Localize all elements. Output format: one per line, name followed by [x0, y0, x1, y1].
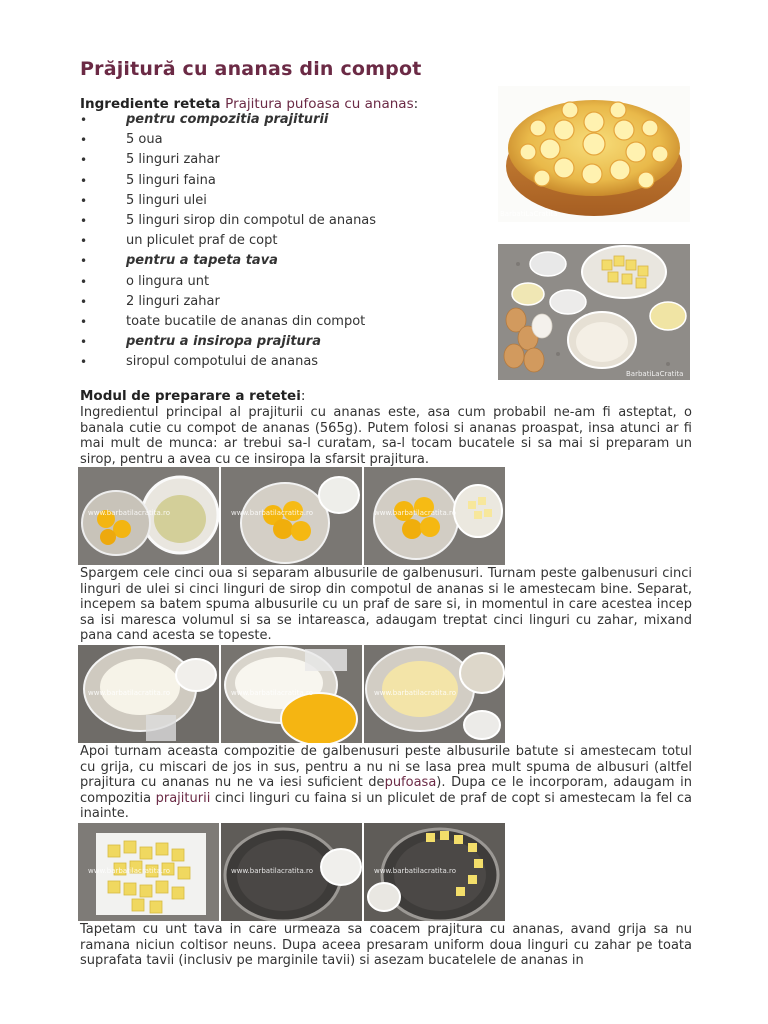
step-photo-9 — [364, 823, 505, 921]
bullet-icon: • — [80, 213, 88, 228]
ingredient-text: 2 linguri zahar — [126, 293, 220, 309]
ingredient-text: un pliculet praf de copt — [126, 233, 278, 249]
step-photo-6 — [364, 645, 505, 743]
ingredients-watermark: BarbatiLaCratita — [626, 370, 684, 378]
bullet-icon: • — [80, 133, 88, 148]
method-heading — [80, 388, 305, 404]
step-photo-8 — [221, 823, 362, 921]
method-paragraph-1: Ingredientul principal al prajiturii cu ananas este, asa cum probabil ne-am fi asteptat, o banala cutie cu compot de ananas (565g). Putem folosi si ananas proaspat, insa atunci ar fi mai mult de munca: ar trebui sa-l curatam, sa-l tocam bucatele si sa mai si preparam un sirop, pentru a avea cu ce insiropa la sfarsit prajitura. — [80, 405, 692, 467]
bullet-icon: • — [80, 335, 88, 350]
ingredients-heading-colon: : — [413, 96, 419, 112]
photo-strip-3 — [78, 823, 506, 921]
bullet-icon: • — [80, 193, 88, 208]
step-photo-4 — [78, 645, 219, 743]
method-paragraph-4: Tapetam cu unt tava in care urmeaza sa coacem prajitura cu ananas, avand grija sa nu ramana niciun coltisor neuns. Dupa aceea presaram uniform doua linguri cu zahar pe toata suprafata tavii (inclusiv pe marginile tavii) si asezam bucatelele de ananas in — [80, 922, 692, 969]
step-photo-2-watermark: www.barbatilacratita.ro — [231, 509, 313, 517]
bullet-icon: • — [80, 254, 88, 269]
page-title: Prăjitură cu ananas din compot — [80, 58, 422, 80]
bullet-icon: • — [80, 355, 88, 370]
ingredient-item — [80, 171, 480, 191]
ingredient-section-heading — [80, 251, 480, 271]
step-photo-9-watermark: www.barbatilacratita.ro — [374, 867, 456, 875]
ingredient-text: 5 linguri faina — [126, 172, 216, 188]
ingredient-item — [80, 231, 480, 251]
recipe-link[interactable]: Prajitura pufoasa cu ananas — [225, 96, 414, 112]
ingredient-text: toate bucatile de ananas din compot — [126, 313, 366, 329]
ingredient-item — [80, 312, 480, 332]
method-paragraph-2: Spargem cele cinci oua si separam albusurile de galbenusuri. Turnam peste galbenusuri cinci linguri de ulei si cinci linguri de sirop din compotul de ananas si le amestecam bine. Separat, incepem sa batem spuma albusurile cu un praf de sare si, in momentul in care acestea incep sa isi maresca volumul si sa se intareasca, adaugam treptat cinci linguri cu zahar, mixand pana cand acesta se topeste. — [80, 566, 692, 644]
step-photo-5 — [221, 645, 362, 743]
method-heading-colon: : — [300, 388, 306, 404]
method-paragraph-3-b: ). Dupa ce le incorporam, adaugam in compozitia — [80, 775, 692, 806]
step-photo-6-watermark: www.barbatilacratita.ro — [374, 689, 456, 697]
ingredient-text: 5 linguri zahar — [126, 152, 220, 168]
ingredient-item — [80, 191, 480, 211]
ingredients-photo — [498, 244, 690, 380]
ingredient-section-heading — [80, 110, 480, 130]
method-paragraph-3-c: cinci linguri cu faina si un pliculet de praf de copt si amestecam la fel ca inainte. — [80, 790, 693, 822]
step-photo-3-watermark: www.barbatilacratita.ro — [374, 509, 456, 517]
ingredients-list — [80, 110, 480, 372]
ingredient-item — [80, 272, 480, 292]
bullet-icon: • — [80, 234, 88, 249]
method-heading-text: Modul de preparare a retetei — [80, 388, 301, 404]
ingredient-item — [80, 211, 480, 231]
ingredient-text: 5 linguri ulei — [126, 192, 207, 208]
ingredient-item — [80, 150, 480, 170]
step-photo-1 — [78, 467, 219, 565]
prajiturii-link[interactable]: prajiturii — [155, 790, 211, 806]
ingredient-text: 5 linguri sirop din compotul de ananas — [126, 212, 377, 228]
photo-strip-2 — [78, 645, 506, 743]
bullet-icon: • — [80, 274, 88, 289]
photo-strip-1 — [78, 467, 506, 565]
ingredient-item — [80, 130, 480, 150]
ingredient-text: 5 oua — [126, 132, 163, 148]
ingredient-text: pentru a insiropa prajitura — [126, 334, 321, 350]
bullet-icon: • — [80, 314, 88, 329]
step-photo-8-watermark: www.barbatilacratita.ro — [231, 867, 313, 875]
pufoasa-link[interactable]: pufoasa — [384, 775, 437, 791]
bullet-icon: • — [80, 294, 88, 309]
step-photo-3 — [364, 467, 505, 565]
ingredient-text: o lingura unt — [126, 273, 210, 289]
step-photo-2 — [221, 467, 362, 565]
step-photo-4-watermark: www.barbatilacratita.ro — [88, 689, 170, 697]
ingredient-text: pentru a tapeta tava — [126, 253, 278, 269]
bullet-icon: • — [80, 153, 88, 168]
method-paragraph-3 — [80, 744, 692, 822]
ingredient-section-heading — [80, 332, 480, 352]
ingredient-item — [80, 352, 480, 372]
step-photo-7-watermark: www.barbatilacratita.ro — [88, 867, 170, 875]
cake-photo — [498, 86, 690, 222]
method-paragraph-3-a: Apoi turnam aceasta compozitie de galbenusuri peste albusurile batute si amestecam totul cu grija, cu miscari de jos in sus, pentru a nu ni se lasa prea mult spuma de albusuri (altfel prajitura cu ananas nu ne va iesi suficient de — [80, 744, 692, 791]
bullet-icon: • — [80, 113, 88, 127]
ingredient-item — [80, 292, 480, 312]
step-photo-1-watermark: www.barbatilacratita.ro — [88, 509, 170, 517]
bullet-icon: • — [80, 173, 88, 188]
step-photo-7 — [78, 823, 219, 921]
ingredient-text: siropul compotului de ananas — [126, 354, 319, 370]
ingredient-text: pentru compozitia prajiturii — [126, 112, 329, 127]
step-photo-5-watermark: www.barbatilacratita.ro — [231, 689, 313, 697]
cake-watermark: BarbatiLaCratita — [500, 210, 558, 218]
ingredients-heading-prefix: Ingrediente reteta — [80, 96, 226, 112]
